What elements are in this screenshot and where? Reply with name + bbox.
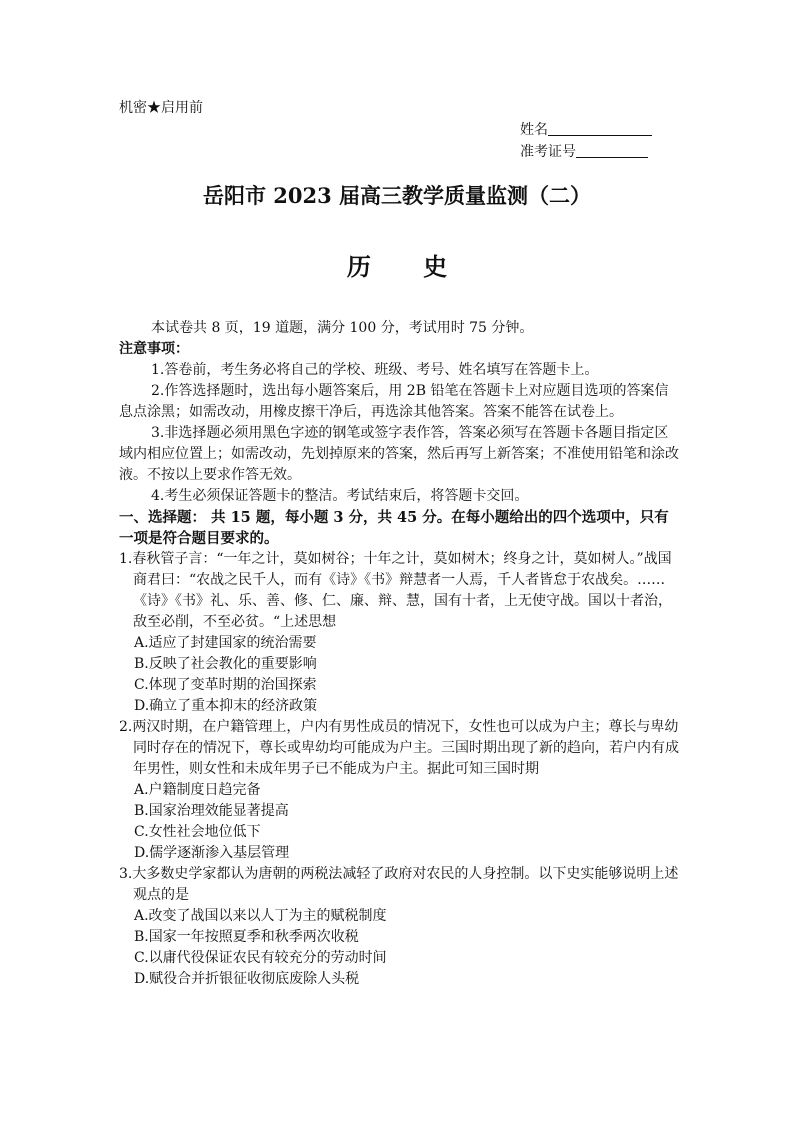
question-3 <box>119 864 679 990</box>
option-c: C.体现了变革时期的治国探索 <box>134 677 317 693</box>
option-a: A.户籍制度日趋完备 <box>134 782 261 798</box>
exam-id-label: 准考证号 <box>520 144 576 160</box>
notice-item: 3.非选择题必须用黑色字迹的钢笔或签字表作答，答案必须写在答题卡各题目指定区域内相应位置上；如需改动，先划掉原来的答案，然后再写上新答案；不准使用铅笔和涂改液。不按以上要求作答无效。 <box>119 425 679 483</box>
exam-body <box>119 318 679 990</box>
name-label: 姓名 <box>520 122 548 138</box>
option-a: A.改变了战国以来以人丁为主的赋税制度 <box>134 908 387 924</box>
option-b: B.国家一年按照夏季和秋季两次收税 <box>134 929 359 945</box>
name-blank <box>548 121 652 136</box>
question-2 <box>119 717 679 864</box>
exam-id-blank <box>576 143 648 158</box>
subject-title: 历 史 <box>346 252 470 281</box>
candidate-fields <box>520 119 652 163</box>
option-b: B.国家治理效能显著提高 <box>134 803 289 819</box>
option-a: A.适应了封建国家的统治需要 <box>134 635 317 651</box>
option-d: D.赋役合并折银征收彻底废除人头税 <box>134 971 360 987</box>
question-stem: 2.两汉时期，在户籍管理上，户内有男性成员的情况下，女性也可以成为户主；尊长与卑幼同时存在的情况下，尊长或卑幼均可能成为户主。三国时期出现了新的趋向，若户内有成年男性，则女性和未成年男子已不能成为户主。据此可知三国时期 <box>119 719 679 777</box>
option-d: D.确立了重本抑末的经济政策 <box>134 698 318 714</box>
option-c: C.女性社会地位低下 <box>134 824 261 840</box>
confidential-mark: 机密★启用前 <box>119 100 203 116</box>
notice-item: 1.答卷前，考生务必将自己的学校、班级、考号、姓名填写在答题卡上。 <box>151 362 599 378</box>
exam-id-field-row <box>520 141 652 163</box>
section-heading: 一、选择题： 共 15 题，每小题 3 分，共 45 分。在每小题给出的四个选项中，只有一项是符合题目要求的。 <box>119 509 669 547</box>
option-d: D.儒学逐渐渗入基层管理 <box>134 845 290 861</box>
name-field-row <box>520 119 652 141</box>
question-stem: 1.春秋管子言：“一年之计，莫如树谷；十年之计，莫如树木；终身之计，莫如树人。”战国商君曰：“农战之民千人，而有《诗》《书》辩慧者一人焉，千人者皆怠于农战矣。……《诗》《书》礼、乐、善、修、仁、廉、辩、慧，国有十者，上无使守战。国以十者治，敌至必削，不至必贫。“上述思想 <box>119 551 672 630</box>
option-b: B.反映了社会教化的重要影响 <box>134 656 317 672</box>
option-c: C.以庸代役保证农民有较充分的劳动时间 <box>134 950 387 966</box>
notice-item: 4.考生必须保证答题卡的整洁。考试结束后，将答题卡交回。 <box>151 488 529 504</box>
exam-intro: 本试卷共 8 页，19 道题，满分 100 分，考试用时 75 分钟。 <box>151 320 534 336</box>
exam-title: 岳阳市 2023 届高三教学质量监测（二） <box>202 183 592 208</box>
question-stem: 3.大多数史学家都认为唐朝的两税法减轻了政府对农民的人身控制。以下史实能够说明上述观点的是 <box>119 866 679 903</box>
question-1 <box>119 549 679 717</box>
notice-item: 2.作答选择题时，选出每小题答案后，用 2B 铅笔在答题卡上对应题目选项的答案信息点涂黑；如需改动，用橡皮擦干净后，再选涂其他答案。答案不能答在试卷上。 <box>119 383 669 420</box>
notice-heading: 注意事项： <box>119 341 189 357</box>
